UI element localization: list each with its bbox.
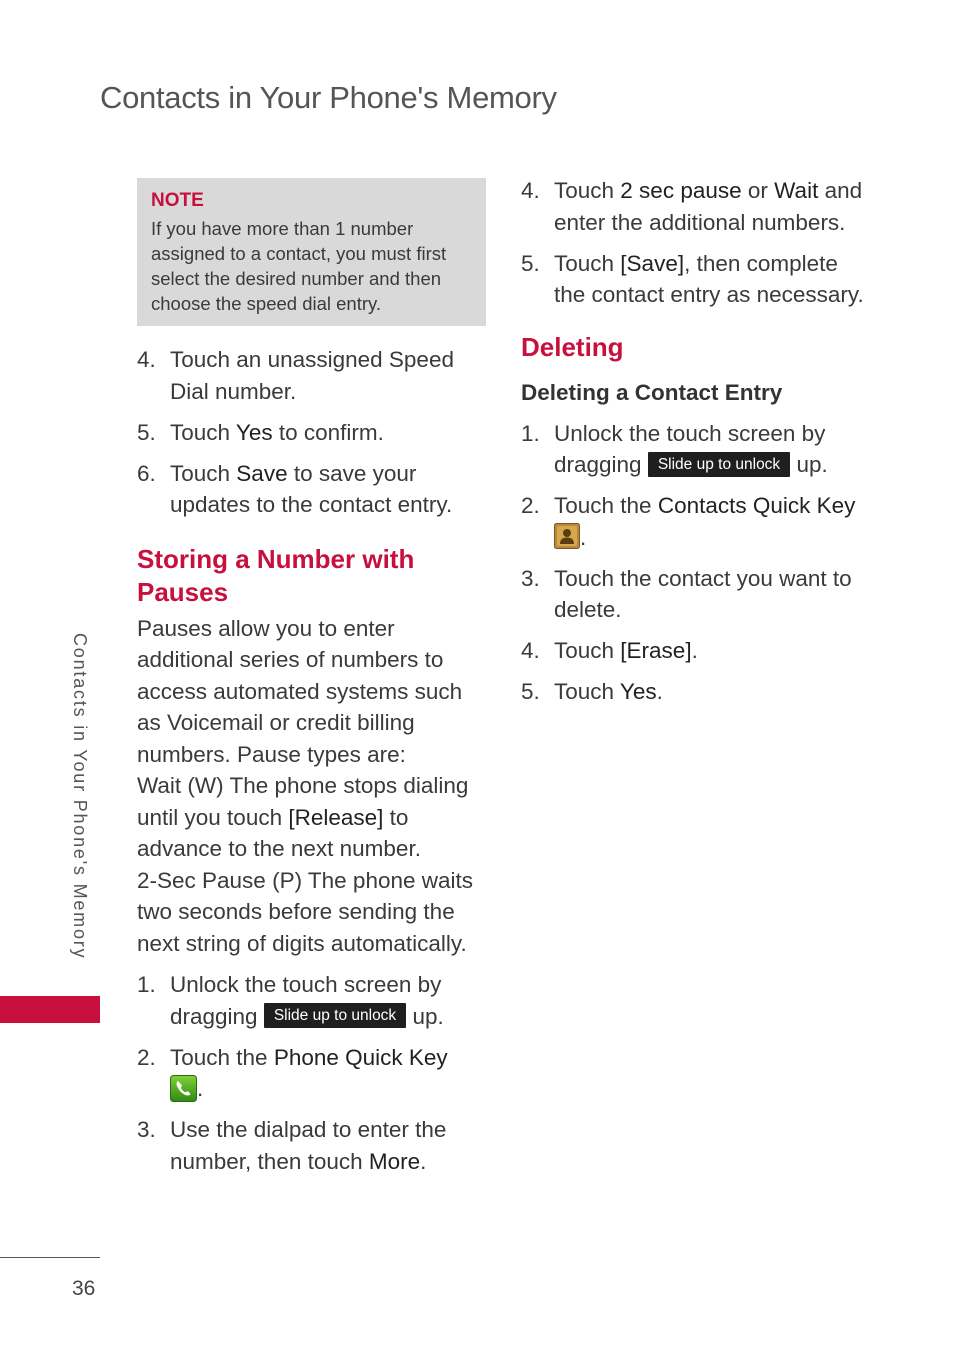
slide-up-to-unlock-chip: Slide up to unlock [264,1003,406,1028]
list-item: 4. Touch an unassigned Speed Dial number. [137,347,454,404]
subsection-title-deleting-contact: Deleting a Contact Entry [521,379,783,405]
page-header: Contacts in Your Phone's Memory [100,80,557,115]
save-bracket-key-label: [Save] [620,250,685,276]
list-item: 3. Touch the contact you want to delete. [521,565,852,622]
note-label: NOTE [151,190,204,211]
2-sec-pause-label: 2 sec pause [620,178,742,203]
list-item: 1. Unlock the touch screen by dragging Slide up to unlock up. [137,972,444,1029]
left-column [137,178,487,1187]
contacts-quick-key-icon [554,523,580,549]
slide-up-to-unlock-chip: Slide up to unlock [648,452,790,477]
side-tab [64,633,94,993]
wait-label: Wait [774,178,819,203]
list-item: 5. Touch Yes to confirm. [137,419,384,445]
list-item: 3. Use the dialpad to enter the number, then touch More. [137,1117,447,1174]
footer-rule [0,1257,100,1258]
note-text: If you have more than 1 number assigned to a contact, you must first select the desired number and then choose the speed dial entry. [151,218,447,314]
pause-steps-left [137,969,487,1177]
yes-key-label: Yes [235,419,273,445]
side-tab-label: Contacts in Your Phone's Memory [70,633,90,960]
phone-quick-key-label: Phone Quick Key [273,1044,448,1070]
more-key-label: More [368,1148,421,1174]
release-key-label: [Release] [288,804,384,830]
section-title-deleting: Deleting [521,331,624,362]
list-item: 1. Unlock the touch screen by dragging Slide up to unlock up. [521,420,828,477]
yes-key-label: Yes [619,679,657,704]
list-item: 2. Touch the Phone Quick Key . [137,1044,448,1101]
pause-steps-right [521,175,866,311]
erase-key-label: [Erase] [620,638,692,663]
section-title-pauses: Storing a Number with Pauses [137,543,415,607]
list-item: 4. Touch 2 sec pause or Wait and enter the additional numbers. [521,178,863,235]
list-item: 2. Touch the Contacts Quick Key . [521,493,856,550]
pause-type-2sec: 2-Sec Pause (P) The phone waits two seconds before sending the next string of digits automatically. [137,867,474,956]
phone-quick-key-icon [170,1075,197,1102]
pauses-intro: Pauses allow you to enter additional series of numbers to access automated systems such as Voicemail or credit billing numbers. Pause types are: [137,615,463,767]
speed-dial-steps [137,344,487,521]
pause-type-wait: Wait (W) The phone stops dialing until you touch [Release] to advance to the next number. [137,773,469,861]
list-item: 5. Touch Yes. [521,679,663,704]
side-tab-marker [0,996,100,1023]
list-item: 4. Touch [Erase]. [521,638,698,663]
deleting-steps [521,418,866,708]
list-item: 6. Touch Save to save your updates to the contact entry. [137,460,453,517]
contacts-quick-key-label: Contacts Quick Key [657,493,856,518]
save-key-label: Save [236,460,288,486]
page-number: 36 [72,1277,96,1300]
list-item: 5. Touch [Save], then complete the contact entry as necessary. [521,250,864,307]
note-box [137,178,486,326]
right-column [521,175,866,717]
